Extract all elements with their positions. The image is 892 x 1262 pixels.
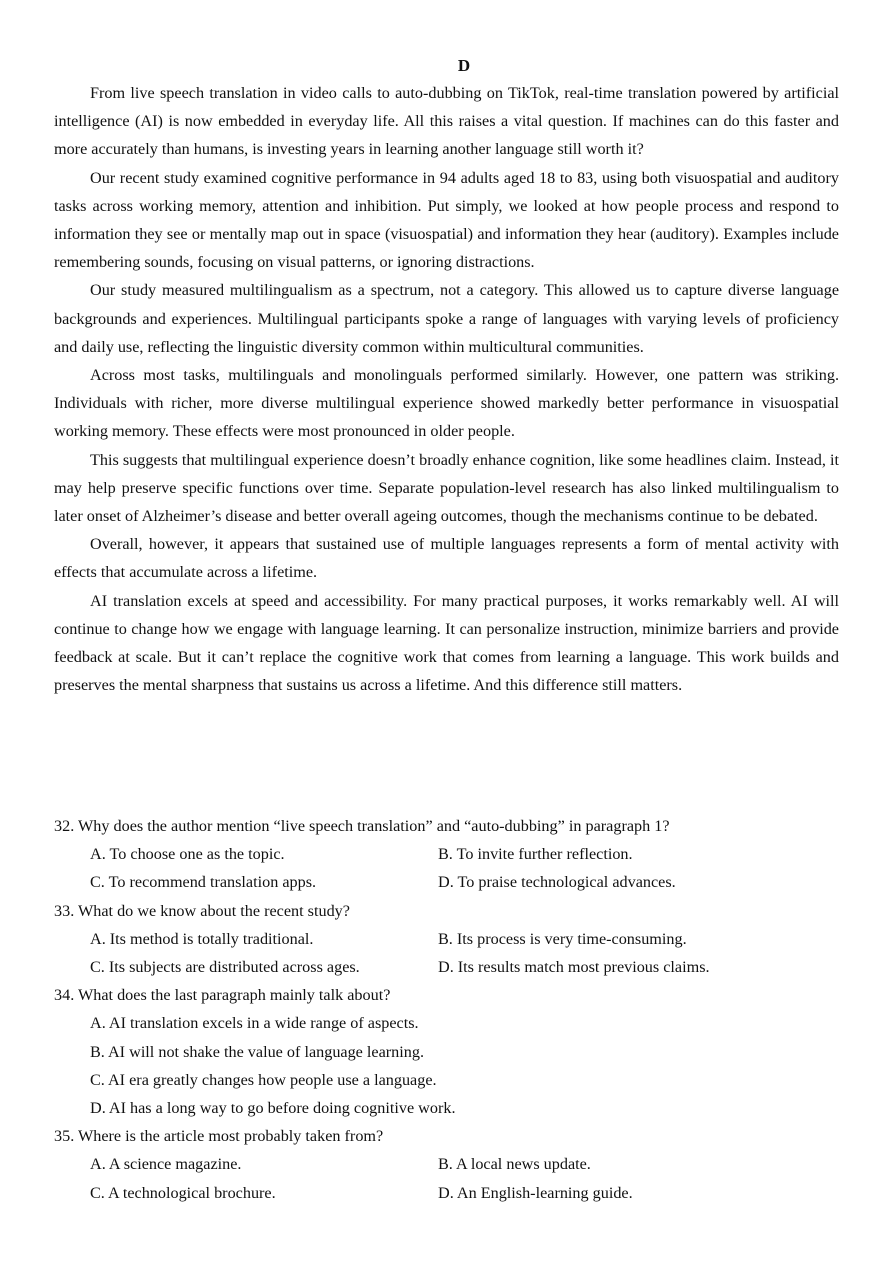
reading-passage bbox=[54, 79, 839, 699]
passage-paragraph-1: From live speech translation in video calls to auto-dubbing on TikTok, real-time translation powered by artificial intelligence (AI) is now embedded in everyday life. All this raises a vital question. If machines can do this faster and more accurately than humans, is investing years in learning another language still worth it? bbox=[54, 84, 839, 159]
option-a: A. A science magazine. bbox=[90, 1155, 242, 1174]
section-heading: D bbox=[457, 56, 471, 75]
question-34 bbox=[54, 981, 839, 1122]
question-stem: 32. Why does the author mention “live speech translation” and “auto-dubbing” in paragraph 1? bbox=[54, 817, 670, 835]
question-33 bbox=[54, 897, 839, 982]
option-c: C. Its subjects are distributed across ages. bbox=[90, 958, 360, 977]
passage-paragraph-5: This suggests that multilingual experience doesn’t broadly enhance cognition, like some headlines claim. Instead, it may help preserve specific functions over time. Separate population-level research has also linked multilingualism to later onset of Alzheimer’s disease and better overall ageing outcomes, though the mechanisms continue to be debated. bbox=[54, 450, 839, 526]
passage-paragraph-7: AI translation excels at speed and accessibility. For many practical purposes, it works remarkably well. AI will continue to change how we engage with language learning. It can personalize instruction, minimize barriers and provide feedback at scale. But it can’t replace the cognitive work that comes from learning a language. This work builds and preserves the mental sharpness that sustains us across a lifetime. And this difference still matters. bbox=[54, 591, 839, 695]
passage-paragraph-2: Our recent study examined cognitive performance in 94 adults aged 18 to 83, using both visuospatial and auditory tasks across working memory, attention and inhibition. Put simply, we looked at how people process and respond to information they see or mentally map out in space (visuospatial) and information they hear (auditory). Examples include remembering sounds, focusing on visual patterns, or ignoring distractions. bbox=[54, 168, 839, 272]
passage-paragraph-6: Overall, however, it appears that sustained use of multiple languages represents a form of mental activity with effects that accumulate across a lifetime. bbox=[54, 535, 839, 582]
option-d: D. AI has a long way to go before doing cognitive work. bbox=[90, 1099, 456, 1118]
option-d: D. To praise technological advances. bbox=[438, 873, 676, 892]
option-d: D. An English-learning guide. bbox=[438, 1183, 633, 1202]
question-stem: 33. What do we know about the recent study? bbox=[54, 901, 350, 920]
option-grid bbox=[54, 1150, 839, 1206]
question-list bbox=[54, 812, 839, 1207]
question-stem: 35. Where is the article most probably taken from? bbox=[54, 1127, 384, 1146]
option-list bbox=[54, 1009, 839, 1122]
option-grid bbox=[54, 840, 839, 896]
option-c: C. To recommend translation apps. bbox=[90, 873, 317, 892]
passage-paragraph-4: Across most tasks, multilinguals and monolinguals performed similarly. However, one pattern was striking. Individuals with richer, more diverse multilingual experience showed markedly better performance in visuospatial working memory. These effects were most pronounced in older people. bbox=[54, 366, 839, 441]
option-b: B. A local news update. bbox=[438, 1155, 591, 1174]
passage-paragraph-3: Our study measured multilingualism as a spectrum, not a category. This allowed us to capture diverse language backgrounds and experiences. Multilingual participants spoke a range of languages with varying levels of proficiency and daily use, reflecting the linguistic diversity common within multicultural communities. bbox=[54, 281, 839, 356]
option-a: A. AI translation excels in a wide range of aspects. bbox=[90, 1014, 419, 1033]
option-c: C. A technological brochure. bbox=[90, 1183, 276, 1202]
option-b: B. Its process is very time-consuming. bbox=[438, 929, 687, 948]
option-a: A. Its method is totally traditional. bbox=[90, 929, 314, 948]
option-a: A. To choose one as the topic. bbox=[90, 845, 285, 864]
question-32 bbox=[54, 812, 839, 897]
question-35 bbox=[54, 1122, 839, 1207]
option-c: C. AI era greatly changes how people use a language. bbox=[90, 1070, 437, 1089]
question-stem: 34. What does the last paragraph mainly talk about? bbox=[54, 986, 391, 1005]
option-b: B. AI will not shake the value of language learning. bbox=[90, 1042, 425, 1061]
option-grid bbox=[54, 925, 839, 981]
option-d: D. Its results match most previous claims. bbox=[438, 958, 710, 977]
option-b: B. To invite further reflection. bbox=[438, 845, 633, 864]
